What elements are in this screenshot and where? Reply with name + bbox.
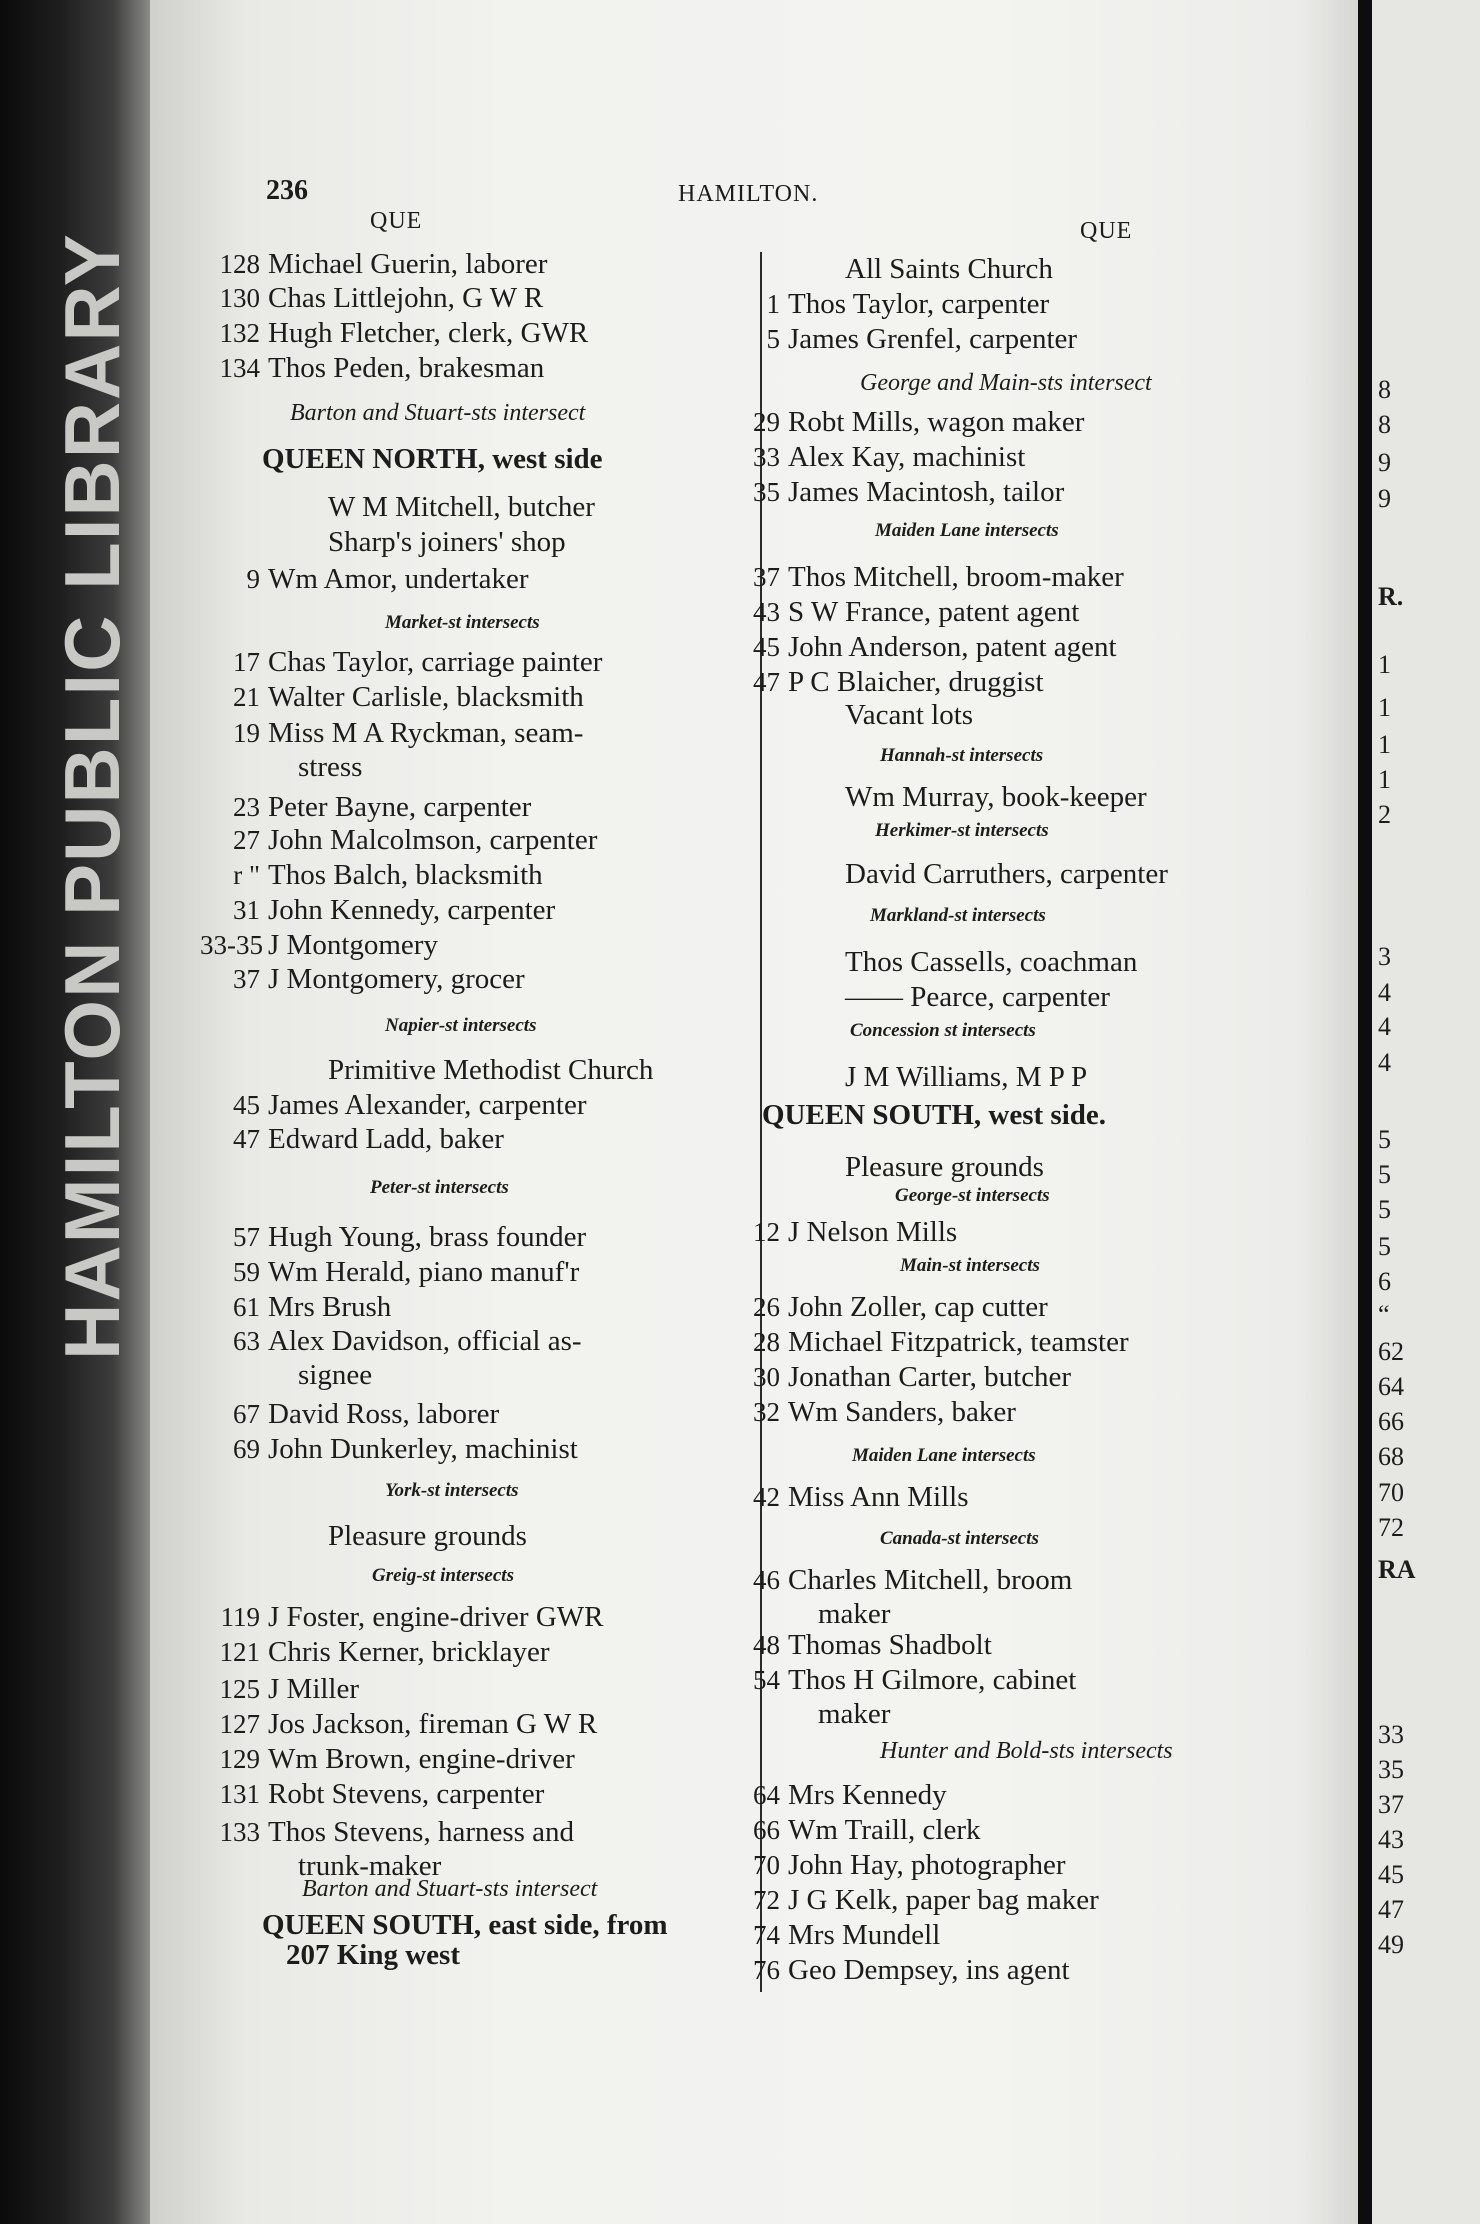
directory-entry xyxy=(200,247,547,281)
next-page-fragment: 5 xyxy=(1378,1195,1391,1224)
directory-entry xyxy=(777,857,1168,891)
house-number: 54 xyxy=(753,1665,780,1695)
house-number: 46 xyxy=(753,1565,780,1595)
library-stamp: HAMILTON PUBLIC LIBRARY xyxy=(48,232,136,1360)
directory-entry xyxy=(777,1060,1087,1094)
house-number: 59 xyxy=(233,1257,260,1287)
entry-continuation: maker xyxy=(818,1698,891,1730)
resident-name-occupation: J M Williams, M P P xyxy=(845,1061,1088,1093)
next-page-fragment: 4 xyxy=(1378,1048,1391,1077)
resident-name-occupation: Primitive Methodist Church xyxy=(328,1054,654,1086)
intersecting-street-note: Hannah-st intersects xyxy=(880,745,1044,766)
entry-continuation: maker xyxy=(818,1598,891,1630)
resident-name-occupation: J Montgomery, grocer xyxy=(268,963,525,995)
resident-name-occupation: Thomas Shadbolt xyxy=(788,1629,992,1661)
next-page-fragment: 43 xyxy=(1378,1825,1404,1854)
directory-entry xyxy=(720,1663,1076,1731)
house-number: 127 xyxy=(219,1709,260,1739)
next-page-fragment: 6 xyxy=(1378,1267,1391,1296)
house-number: 72 xyxy=(753,1885,780,1915)
directory-entry xyxy=(200,1777,544,1811)
directory-entry xyxy=(200,858,543,892)
next-page-fragment: 62 xyxy=(1378,1337,1404,1366)
resident-name-occupation: Wm Herald, piano manuf'r xyxy=(268,1256,580,1288)
next-page-fragment: 33 xyxy=(1378,1720,1404,1749)
directory-entry xyxy=(200,1290,391,1324)
directory-entry xyxy=(200,1635,549,1669)
house-number: 48 xyxy=(753,1630,780,1660)
resident-name-occupation: Alex Kay, machinist xyxy=(788,441,1026,473)
resident-name-occupation: Wm Murray, book-keeper xyxy=(845,781,1147,813)
directory-entry xyxy=(260,1519,527,1553)
house-number: 119 xyxy=(220,1602,260,1632)
directory-entry xyxy=(200,928,438,962)
house-number: 69 xyxy=(233,1434,260,1464)
directory-entry xyxy=(720,1563,1072,1631)
directory-entry xyxy=(777,780,1147,814)
house-number: 30 xyxy=(753,1362,780,1392)
resident-name-occupation: John Hay, photographer xyxy=(788,1849,1066,1881)
next-page-fragment: 9 xyxy=(1378,448,1391,477)
resident-name-occupation: Jos Jackson, fireman G W R xyxy=(268,1708,598,1740)
directory-entry xyxy=(200,1600,603,1634)
resident-name-occupation: Wm Amor, undertaker xyxy=(268,563,529,595)
resident-name-occupation: Michael Fitzpatrick, teamster xyxy=(788,1326,1129,1358)
resident-name-occupation: Thos Peden, brakesman xyxy=(268,352,545,384)
directory-entry xyxy=(720,440,1025,474)
street-section-heading: QUEEN SOUTH, west side. xyxy=(762,1099,1107,1131)
directory-entry xyxy=(200,1672,359,1706)
entry-continuation: stress xyxy=(298,751,363,783)
directory-entry xyxy=(260,490,595,524)
next-page-fragment: 1 xyxy=(1378,693,1391,722)
intersecting-street-note: Maiden Lane intersects xyxy=(875,520,1059,541)
resident-name-occupation: Mrs Kennedy xyxy=(788,1779,947,1811)
directory-entry xyxy=(720,630,1117,664)
house-number: 33-35 xyxy=(200,930,263,960)
resident-name-occupation: W M Mitchell, butcher xyxy=(328,491,595,523)
house-number: 27 xyxy=(233,825,260,855)
directory-entry xyxy=(200,281,543,315)
next-page-fragment: 66 xyxy=(1378,1407,1404,1436)
directory-entry xyxy=(260,525,566,559)
next-page-fragment: 37 xyxy=(1378,1790,1404,1819)
resident-name-occupation: James Grenfel, carpenter xyxy=(788,323,1078,355)
next-page-fragment: “ xyxy=(1378,1300,1390,1329)
directory-entry xyxy=(200,1324,582,1392)
house-number: 23 xyxy=(233,792,260,822)
resident-name-occupation: All Saints Church xyxy=(845,253,1053,285)
directory-entry xyxy=(200,645,602,679)
directory-entry xyxy=(777,698,973,732)
house-number: 132 xyxy=(219,318,260,348)
next-page-fragment: 1 xyxy=(1378,765,1391,794)
directory-entry xyxy=(200,1088,587,1122)
directory-entry xyxy=(777,945,1137,979)
resident-name-occupation: Hugh Young, brass founder xyxy=(268,1221,587,1253)
intersecting-street-note: Barton and Stuart-sts intersect xyxy=(290,400,586,426)
resident-name-occupation: J Montgomery xyxy=(268,929,438,961)
resident-name-occupation: J G Kelk, paper bag maker xyxy=(788,1884,1099,1916)
resident-name-occupation: J Foster, engine-driver GWR xyxy=(268,1601,604,1633)
intersecting-street-note: Barton and Stuart-sts intersect xyxy=(302,1876,598,1902)
house-number: 128 xyxy=(219,249,260,279)
house-number: 43 xyxy=(753,597,780,627)
next-page-fragment: 72 xyxy=(1378,1513,1404,1542)
directory-entry xyxy=(200,1397,499,1431)
directory-entry xyxy=(720,1883,1099,1917)
page-header xyxy=(0,175,1480,215)
resident-name-occupation: Jonathan Carter, butcher xyxy=(788,1361,1072,1393)
resident-name-occupation: J Nelson Mills xyxy=(788,1216,958,1248)
house-number: 37 xyxy=(753,562,780,592)
house-number: 32 xyxy=(753,1397,780,1427)
house-number: 45 xyxy=(753,632,780,662)
resident-name-occupation: Thos Stevens, harness and xyxy=(268,1816,575,1848)
left-column-head: QUE xyxy=(370,208,423,234)
directory-entry xyxy=(720,1628,992,1662)
next-page-fragment: 8 xyxy=(1378,375,1391,404)
resident-name-occupation: Vacant lots xyxy=(845,699,974,731)
resident-name-occupation: Wm Traill, clerk xyxy=(788,1814,981,1846)
directory-entry xyxy=(720,1360,1071,1394)
next-page-fragment: R. xyxy=(1378,582,1404,611)
next-page-fragment: 1 xyxy=(1378,650,1391,679)
resident-name-occupation: David Ross, laborer xyxy=(268,1398,500,1430)
resident-name-occupation: Pleasure grounds xyxy=(845,1151,1044,1183)
intersecting-street-note: Markland-st intersects xyxy=(870,905,1046,926)
directory-entry xyxy=(720,1480,969,1514)
directory-entry xyxy=(720,475,1064,509)
house-number: 45 xyxy=(233,1090,260,1120)
directory-entry xyxy=(720,1953,1070,1987)
directory-entry xyxy=(720,1325,1129,1359)
house-number: 33 xyxy=(753,442,780,472)
house-number: 121 xyxy=(219,1637,260,1667)
page-number: 236 xyxy=(266,175,308,206)
intersecting-street-note: York-st intersects xyxy=(385,1480,519,1501)
directory-entry xyxy=(720,1290,1048,1324)
resident-name-occupation: Robt Mills, wagon maker xyxy=(788,406,1085,438)
directory-entry xyxy=(200,1220,586,1254)
house-number: 67 xyxy=(233,1399,260,1429)
resident-name-occupation: Hugh Fletcher, clerk, GWR xyxy=(268,317,589,349)
intersecting-street-note: Concession st intersects xyxy=(850,1020,1036,1041)
resident-name-occupation: Thos Mitchell, broom-maker xyxy=(788,561,1124,593)
house-number: 63 xyxy=(233,1326,260,1356)
resident-name-occupation: Peter Bayne, carpenter xyxy=(268,791,532,823)
resident-name-occupation: John Dunkerley, machinist xyxy=(268,1433,578,1465)
resident-name-occupation: —— Pearce, carpenter xyxy=(845,981,1110,1013)
next-page-fragment: 1 xyxy=(1378,730,1391,759)
directory-entry xyxy=(720,595,1079,629)
house-number: 19 xyxy=(233,718,260,748)
house-number: 42 xyxy=(753,1482,780,1512)
intersecting-street-note: Peter-st intersects xyxy=(370,1177,509,1198)
resident-name-occupation: Mrs Mundell xyxy=(788,1919,941,1951)
directory-entry xyxy=(200,962,525,996)
intersecting-street-note: Canada-st intersects xyxy=(880,1528,1039,1549)
directory-entry xyxy=(720,1918,940,1952)
next-page-fragment: 8 xyxy=(1378,410,1391,439)
next-page-fragment: 9 xyxy=(1378,484,1391,513)
intersecting-street-note: Napier-st intersects xyxy=(385,1015,537,1036)
next-page-fragment: 4 xyxy=(1378,978,1391,1007)
house-number: 29 xyxy=(753,407,780,437)
entry-continuation: signee xyxy=(298,1359,373,1391)
resident-name-occupation: Edward Ladd, baker xyxy=(268,1123,504,1155)
directory-entry xyxy=(720,1215,957,1249)
resident-name-occupation: Pleasure grounds xyxy=(328,1520,527,1552)
directory-entry xyxy=(720,405,1084,439)
directory-entry xyxy=(720,1813,981,1847)
resident-name-occupation: John Malcolmson, carpenter xyxy=(268,824,598,856)
resident-name-occupation: Wm Sanders, baker xyxy=(788,1396,1016,1428)
house-number: 133 xyxy=(219,1817,260,1847)
directory-entry xyxy=(720,665,1044,699)
next-page-fragment: 45 xyxy=(1378,1860,1404,1889)
next-page-fragment: 70 xyxy=(1378,1478,1404,1507)
directory-entry xyxy=(260,1053,653,1087)
directory-entry xyxy=(200,1255,579,1289)
house-number: 74 xyxy=(753,1920,780,1950)
intersecting-street-note: Herkimer-st intersects xyxy=(875,820,1049,841)
resident-name-occupation: Chas Taylor, carriage painter xyxy=(268,646,603,678)
resident-name-occupation: David Carruthers, carpenter xyxy=(845,858,1168,890)
house-number: 125 xyxy=(219,1674,260,1704)
resident-name-occupation: James Alexander, carpenter xyxy=(268,1089,587,1121)
directory-entry xyxy=(720,287,1049,321)
next-page-fragment: 64 xyxy=(1378,1372,1404,1401)
house-number: 9 xyxy=(246,564,260,594)
house-number: 37 xyxy=(233,964,260,994)
house-number: 28 xyxy=(753,1327,780,1357)
house-number: 47 xyxy=(233,1124,260,1154)
book-spine-edge xyxy=(0,0,150,2224)
resident-name-occupation: Sharp's joiners' shop xyxy=(328,526,566,558)
house-number: 47 xyxy=(753,667,780,697)
intersecting-street-note: Hunter and Bold-sts intersects xyxy=(880,1738,1173,1764)
directory-entry xyxy=(720,1778,947,1812)
house-number: 17 xyxy=(233,647,260,677)
resident-name-occupation: P C Blaicher, druggist xyxy=(788,666,1044,698)
intersecting-street-note: George and Main-sts intersect xyxy=(860,370,1152,396)
resident-name-occupation: Charles Mitchell, broom xyxy=(788,1564,1073,1596)
street-heading-continuation: 207 King west xyxy=(286,1939,460,1971)
entry-continuation: trunk-maker xyxy=(298,1850,442,1882)
directory-entry xyxy=(200,562,529,596)
next-page-fragment: 5 xyxy=(1378,1232,1391,1261)
directory-entry xyxy=(200,680,584,714)
intersecting-street-note: Market-st intersects xyxy=(385,612,540,633)
house-number: 134 xyxy=(219,353,260,383)
resident-name-occupation: Mrs Brush xyxy=(268,1291,392,1323)
next-page-fragment: 4 xyxy=(1378,1012,1391,1041)
directory-entry xyxy=(200,893,555,927)
house-number: 130 xyxy=(219,283,260,313)
next-page-fragment: 47 xyxy=(1378,1895,1404,1924)
house-number: 57 xyxy=(233,1222,260,1252)
directory-entry xyxy=(200,316,588,350)
resident-name-occupation: Walter Carlisle, blacksmith xyxy=(268,681,584,713)
directory-entry xyxy=(200,1742,575,1776)
directory-entry xyxy=(720,322,1077,356)
resident-name-occupation: Wm Brown, engine-driver xyxy=(268,1743,575,1775)
resident-name-occupation: John Zoller, cap cutter xyxy=(788,1291,1048,1323)
directory-entry xyxy=(200,1432,578,1466)
directory-entry xyxy=(777,1150,1044,1184)
house-number: 129 xyxy=(219,1744,260,1774)
resident-name-occupation: James Macintosh, tailor xyxy=(788,476,1065,508)
resident-name-occupation: Miss M A Ryckman, seam- xyxy=(268,717,584,749)
house-number: 5 xyxy=(766,324,780,354)
resident-name-occupation: Thos Cassells, coachman xyxy=(845,946,1138,978)
directory-entry xyxy=(200,823,597,857)
next-page-fragment: 5 xyxy=(1378,1160,1391,1189)
directory-entry xyxy=(200,790,531,824)
resident-name-occupation: Michael Guerin, laborer xyxy=(268,248,548,280)
house-number: 64 xyxy=(753,1780,780,1810)
directory-entry xyxy=(777,252,1053,286)
next-page-fragment: 35 xyxy=(1378,1755,1404,1784)
adjacent-page-edge xyxy=(1372,0,1480,2224)
next-page-fragment: RA xyxy=(1378,1555,1416,1584)
directory-entry xyxy=(200,716,583,784)
resident-name-occupation: John Kennedy, carpenter xyxy=(268,894,556,926)
house-number: 31 xyxy=(233,895,260,925)
right-column-head: QUE xyxy=(1080,218,1133,244)
resident-name-occupation: Chris Kerner, bricklayer xyxy=(268,1636,550,1668)
next-page-fragment: 5 xyxy=(1378,1125,1391,1154)
intersecting-street-note: Greig-st intersects xyxy=(372,1565,514,1586)
directory-entry xyxy=(720,1395,1016,1429)
house-number: 66 xyxy=(753,1815,780,1845)
house-number: 76 xyxy=(753,1955,780,1985)
resident-name-occupation: Robt Stevens, carpenter xyxy=(268,1778,545,1810)
house-number: 70 xyxy=(753,1850,780,1880)
resident-name-occupation: John Anderson, patent agent xyxy=(788,631,1117,663)
next-page-fragment: 2 xyxy=(1378,800,1391,829)
directory-entry xyxy=(200,1122,504,1156)
intersecting-street-note: Main-st intersects xyxy=(900,1255,1040,1276)
resident-name-occupation: Miss Ann Mills xyxy=(788,1481,969,1513)
resident-name-occupation: Thos H Gilmore, cabinet xyxy=(788,1664,1077,1696)
resident-name-occupation: Thos Taylor, carpenter xyxy=(788,288,1050,320)
directory-entry xyxy=(200,1707,597,1741)
next-page-fragment: 68 xyxy=(1378,1442,1404,1471)
resident-name-occupation: Geo Dempsey, ins agent xyxy=(788,1954,1070,1986)
house-number: 12 xyxy=(753,1217,780,1247)
resident-name-occupation: Chas Littlejohn, G W R xyxy=(268,282,544,314)
directory-entry xyxy=(200,1815,574,1883)
house-number: 131 xyxy=(219,1779,260,1809)
resident-name-occupation: J Miller xyxy=(268,1673,360,1705)
resident-name-occupation: Thos Balch, blacksmith xyxy=(268,859,543,891)
resident-name-occupation: Alex Davidson, official as- xyxy=(268,1325,582,1357)
page-gutter xyxy=(1358,0,1372,2224)
street-section-heading: QUEEN SOUTH, east side, from 207 King west xyxy=(262,1909,668,1971)
directory-entry xyxy=(777,980,1110,1014)
directory-entry xyxy=(720,1848,1066,1882)
intersecting-street-note: George-st intersects xyxy=(895,1185,1050,1206)
directory-entry xyxy=(200,351,544,385)
house-number: 21 xyxy=(233,682,260,712)
house-number: r " xyxy=(233,860,260,890)
running-title: HAMILTON. xyxy=(678,181,819,207)
resident-name-occupation: S W France, patent agent xyxy=(788,596,1080,628)
next-page-fragment: 3 xyxy=(1378,942,1391,971)
house-number: 1 xyxy=(766,289,780,319)
next-page-fragment: 49 xyxy=(1378,1930,1404,1959)
intersecting-street-note: Maiden Lane intersects xyxy=(852,1445,1036,1466)
street-section-heading: QUEEN NORTH, west side xyxy=(262,443,603,475)
house-number: 35 xyxy=(753,477,780,507)
house-number: 26 xyxy=(753,1292,780,1322)
house-number: 61 xyxy=(233,1292,260,1322)
directory-entry xyxy=(720,560,1124,594)
